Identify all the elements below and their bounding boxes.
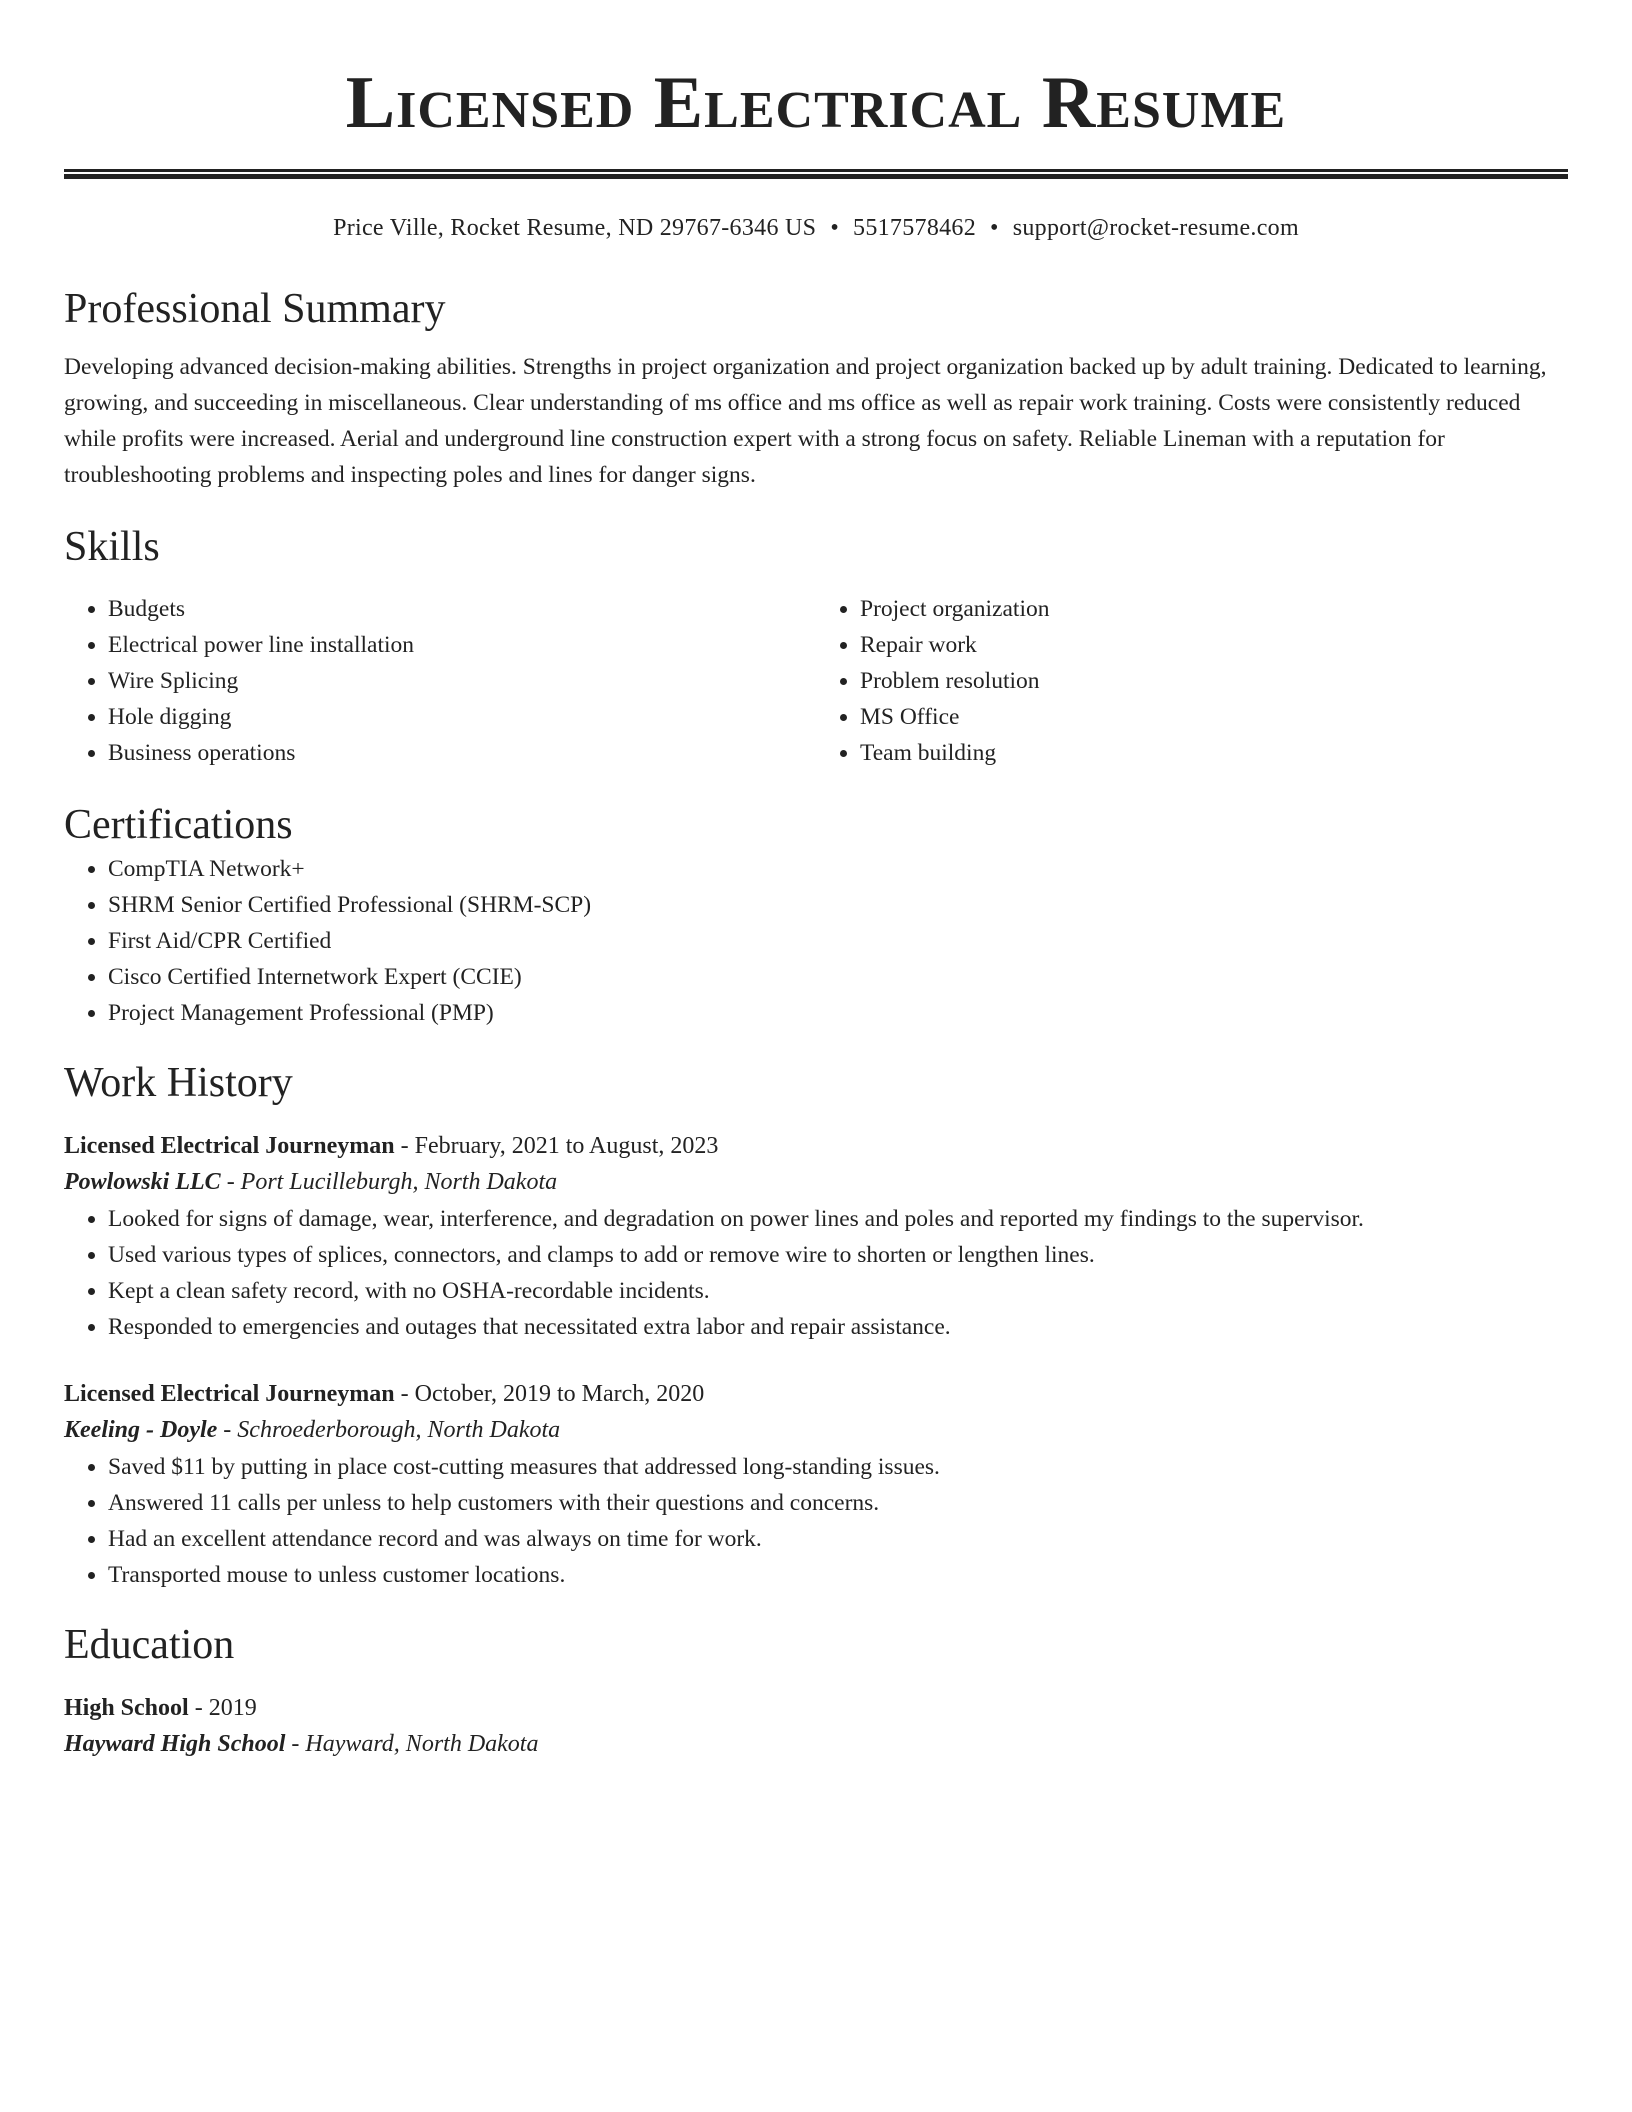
- skill-item: • Repair work: [860, 627, 1568, 663]
- skill-item: • Team building: [860, 735, 1568, 771]
- resume-title: Licensed Electrical Resume: [345, 62, 1287, 144]
- job-company: Keeling - Doyle: [64, 1417, 218, 1443]
- skill-item: • Business operations: [108, 735, 816, 771]
- job-duty: • Saved $11 by putting in place cost-cutting measures that addressed long-standing issues.: [108, 1449, 1568, 1485]
- certification-item: • First Aid/CPR Certified: [108, 923, 1568, 959]
- title-double-rule: [64, 169, 1568, 179]
- skill-item: • Budgets: [108, 591, 816, 627]
- job-duty: • Responded to emergencies and outages that necessitated extra labor and repair assistance.: [108, 1309, 1568, 1345]
- job-duty: • Looked for signs of damage, wear, interference, and degradation on power lines and poles and reported my findings to the supervisor.: [108, 1201, 1568, 1237]
- skill-item: • Problem resolution: [860, 663, 1568, 699]
- contact-separator: •: [990, 215, 999, 241]
- skill-item: • Wire Splicing: [108, 663, 816, 699]
- skills-heading: Skills: [64, 524, 160, 570]
- certification-item: • Project Management Professional (PMP): [108, 995, 1568, 1031]
- job-title-line: [64, 1377, 1568, 1411]
- job-location: - Port Lucilleburgh, North Dakota: [220, 1169, 558, 1195]
- job-duty: • Used various types of splices, connectors, and clamps to add or remove wire to shorten or lengthen lines.: [108, 1237, 1568, 1273]
- job-company-line: [64, 1411, 1568, 1449]
- certification-item: • CompTIA Network+: [108, 851, 1568, 887]
- skill-item: • MS Office: [860, 699, 1568, 735]
- job-dates: - February, 2021 to August, 2023: [394, 1133, 719, 1159]
- job-company: Powlowski LLC: [64, 1169, 221, 1195]
- summary-text: Developing advanced decision-making abilities. Strengths in project organization and project organization backed up by adult training. Dedicated to learning, growing, and succeeding in miscellaneous. Clear understanding of ms office and ms office as well as repair work training. Costs were consistently reduced while profits were increased. Aerial and underground line construction expert with a strong focus on safety. Reliable Lineman with a reputation for troubleshooting problems and inspecting poles and lines for danger signs.: [64, 354, 1547, 488]
- summary-heading: Professional Summary: [64, 286, 446, 332]
- contact-separator: •: [830, 215, 840, 241]
- skills-list-left: [64, 591, 816, 771]
- education-year: - 2019: [188, 1695, 257, 1721]
- job-duties-list: [64, 1449, 1568, 1593]
- job-duty: • Answered 11 calls per unless to help customers with their questions and concerns.: [108, 1485, 1568, 1521]
- work-history-heading: Work History: [64, 1060, 293, 1106]
- job-location: - Schroederborough, North Dakota: [217, 1417, 561, 1443]
- skill-item: • Project organization: [860, 591, 1568, 627]
- skills-list-right: [816, 591, 1568, 771]
- job-company-line: [64, 1163, 1568, 1201]
- education-heading: Education: [64, 1622, 235, 1668]
- education-school: Hayward High School: [64, 1731, 286, 1757]
- job-title: Licensed Electrical Journeyman: [64, 1381, 395, 1407]
- contact-line: [64, 213, 1568, 243]
- skills-grid: [64, 591, 1568, 771]
- education-degree-line: [64, 1691, 1568, 1725]
- education-location: - Hayward, North Dakota: [285, 1731, 539, 1757]
- job-entry: [64, 1377, 1568, 1593]
- education-school-line: [64, 1725, 1568, 1763]
- certifications-list: [64, 851, 1568, 1031]
- job-title: Licensed Electrical Journeyman: [64, 1133, 395, 1159]
- contact-phone: 5517578462: [853, 215, 977, 241]
- job-dates: - October, 2019 to March, 2020: [394, 1381, 705, 1407]
- certifications-heading: Certifications: [64, 802, 293, 848]
- job-duty: • Had an excellent attendance record and was always on time for work.: [108, 1521, 1568, 1557]
- job-entry: [64, 1129, 1568, 1345]
- education-degree: High School: [64, 1695, 189, 1721]
- certification-item: • Cisco Certified Internetwork Expert (CCIE): [108, 959, 1568, 995]
- skill-item: • Electrical power line installation: [108, 627, 816, 663]
- job-duty: • Transported mouse to unless customer locations.: [108, 1557, 1568, 1593]
- certification-item: • SHRM Senior Certified Professional (SHRM-SCP): [108, 887, 1568, 923]
- job-duties-list: [64, 1201, 1568, 1345]
- contact-email: support@rocket-resume.com: [1012, 215, 1299, 241]
- contact-address: Price Ville, Rocket Resume, ND 29767-6346 US: [333, 215, 817, 241]
- job-duty: • Kept a clean safety record, with no OSHA-recordable incidents.: [108, 1273, 1568, 1309]
- job-title-line: [64, 1129, 1568, 1163]
- skill-item: • Hole digging: [108, 699, 816, 735]
